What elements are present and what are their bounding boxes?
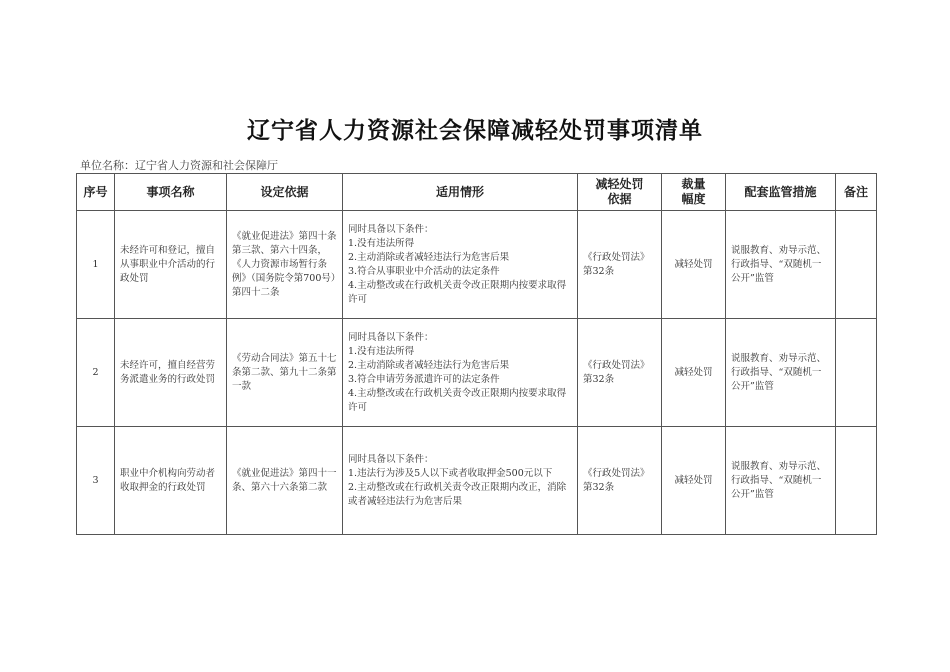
condition-line: 1.没有违法所得 — [348, 345, 415, 357]
condition-line: 3.符合从事职业中介活动的法定条件 — [348, 265, 500, 277]
cell-relief-basis: 《行政处罚法》第32条 — [578, 211, 662, 319]
cell-discretion: 减轻处罚 — [662, 211, 726, 319]
condition-line: 2.主动整改或在行政机关责令改正限期内改正，消除或者减轻违法行为危害后果 — [348, 481, 567, 507]
cell-conditions — [343, 211, 578, 319]
header-situation: 适用情形 — [343, 174, 578, 211]
unit-label: 单位名称：辽宁省人力资源和社会保障厅 — [80, 159, 278, 172]
cell-relief-basis: 《行政处罚法》第32条 — [578, 319, 662, 427]
cell-basis: 《劳动合同法》第五十七条第二款、第九十二条第一款 — [227, 319, 343, 427]
condition-line: 同时具备以下条件： — [348, 453, 434, 465]
cell-seq: 3 — [77, 427, 115, 535]
table-header-row — [77, 174, 877, 211]
cell-remarks — [836, 211, 877, 319]
condition-line: 2.主动消除或者减轻违法行为危害后果 — [348, 251, 510, 263]
condition-line: 4.主动整改或在行政机关责令改正限期内按要求取得许可 — [348, 279, 567, 305]
condition-line: 同时具备以下条件： — [348, 223, 434, 235]
cell-relief-basis: 《行政处罚法》第32条 — [578, 427, 662, 535]
condition-line: 同时具备以下条件： — [348, 331, 434, 343]
header-remarks: 备注 — [836, 174, 877, 211]
condition-line: 2.主动消除或者减轻违法行为危害后果 — [348, 359, 510, 371]
header-basis: 设定依据 — [227, 174, 343, 211]
table-row — [77, 319, 877, 427]
cell-conditions — [343, 319, 578, 427]
cell-measures: 说服教育、劝导示范、行政指导、“双随机一公开”监管 — [726, 319, 836, 427]
cell-remarks — [836, 319, 877, 427]
header-item: 事项名称 — [115, 174, 227, 211]
cell-item: 职业中介机构向劳动者收取押金的行政处罚 — [115, 427, 227, 535]
cell-seq: 1 — [77, 211, 115, 319]
condition-line: 1.没有违法所得 — [348, 237, 415, 249]
table-row — [77, 427, 877, 535]
header-seq: 序号 — [77, 174, 115, 211]
cell-item: 未经许可和登记，擅自从事职业中介活动的行政处罚 — [115, 211, 227, 319]
header-measures: 配套监管措施 — [726, 174, 836, 211]
cell-discretion: 减轻处罚 — [662, 427, 726, 535]
cell-remarks — [836, 427, 877, 535]
cell-seq: 2 — [77, 319, 115, 427]
cell-basis: 《就业促进法》第四十一条、第六十六条第二款 — [227, 427, 343, 535]
page-title: 辽宁省人力资源社会保障减轻处罚事项清单 — [247, 118, 703, 144]
header-discretion: 裁量幅度 — [662, 174, 726, 211]
penalty-list-table — [76, 173, 877, 535]
cell-measures: 说服教育、劝导示范、行政指导、“双随机一公开”监管 — [726, 427, 836, 535]
cell-basis: 《就业促进法》第四十条第三款、第六十四条，《人力资源市场暂行条例》（国务院令第700号）第四十二条 — [227, 211, 343, 319]
header-relief-basis: 减轻处罚依据 — [578, 174, 662, 211]
condition-line: 4.主动整改或在行政机关责令改正限期内按要求取得许可 — [348, 387, 567, 413]
cell-measures: 说服教育、劝导示范、行政指导、“双随机一公开”监管 — [726, 211, 836, 319]
table-row — [77, 211, 877, 319]
condition-line: 1.违法行为涉及5人以下或者收取押金500元以下 — [348, 467, 553, 479]
condition-line: 3.符合申请劳务派遣许可的法定条件 — [348, 373, 500, 385]
cell-item: 未经许可，擅自经营劳务派遣业务的行政处罚 — [115, 319, 227, 427]
cell-discretion: 减轻处罚 — [662, 319, 726, 427]
cell-conditions — [343, 427, 578, 535]
